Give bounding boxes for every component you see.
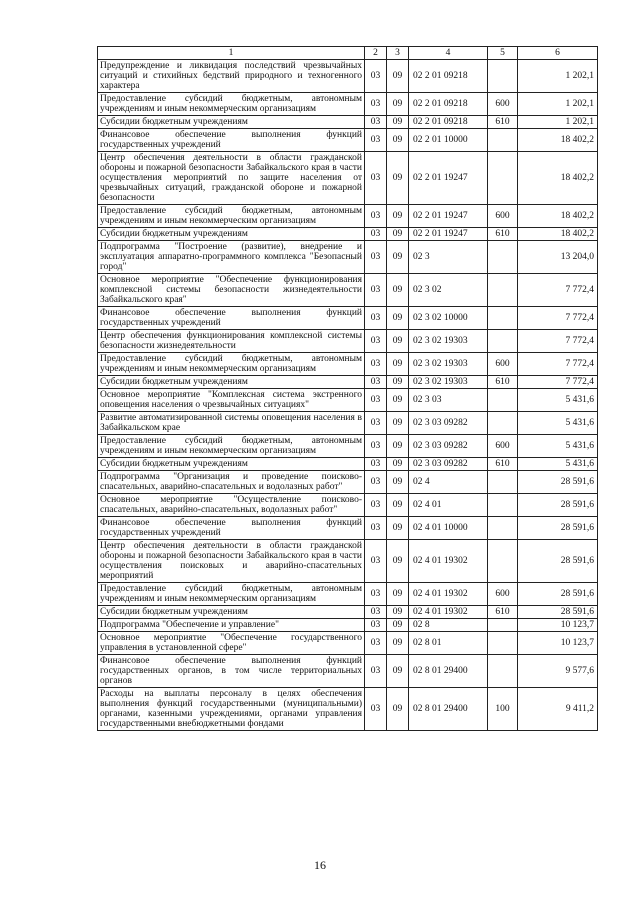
table-row [98, 540, 598, 583]
row-subsection-cell: 09 [387, 655, 409, 688]
row-target-article-cell: 02 3 02 [409, 274, 488, 307]
row-amount-cell: 28 591,6 [518, 606, 598, 619]
header-cell-6: 6 [518, 47, 598, 60]
row-name-cell: Финансовое обеспечение выполнения функций государственных учреждений [98, 307, 365, 330]
row-section-cell: 03 [365, 517, 387, 540]
row-subsection-cell: 09 [387, 389, 409, 412]
row-subsection-cell: 09 [387, 205, 409, 228]
row-amount-cell: 28 591,6 [518, 583, 598, 606]
row-name-cell: Субсидии бюджетным учреждениям [98, 458, 365, 471]
row-target-article-cell: 02 8 01 29400 [409, 688, 488, 731]
table-row [98, 353, 598, 376]
row-subsection-cell: 09 [387, 330, 409, 353]
row-name-cell: Субсидии бюджетным учреждениям [98, 376, 365, 389]
row-subsection-cell: 09 [387, 376, 409, 389]
row-target-article-cell: 02 3 03 09282 [409, 412, 488, 435]
row-subsection-cell: 09 [387, 494, 409, 517]
row-section-cell: 03 [365, 116, 387, 129]
row-target-article-cell: 02 4 01 [409, 494, 488, 517]
row-amount-cell: 18 402,2 [518, 152, 598, 205]
table-header-row [98, 47, 598, 60]
row-section-cell: 03 [365, 606, 387, 619]
row-amount-cell: 1 202,1 [518, 60, 598, 93]
row-subsection-cell: 09 [387, 353, 409, 376]
row-expense-type-cell [488, 274, 518, 307]
row-expense-type-cell: 600 [488, 583, 518, 606]
row-name-cell: Основное мероприятие "Осуществление поисково-спасательных, аварийно-спасательных, водолазных работ" [98, 494, 365, 517]
row-subsection-cell: 09 [387, 435, 409, 458]
row-amount-cell: 1 202,1 [518, 93, 598, 116]
table-row [98, 494, 598, 517]
row-name-cell: Центр обеспечения функционирования комплексной системы безопасности жизнедеятельности [98, 330, 365, 353]
table-row [98, 471, 598, 494]
row-expense-type-cell [488, 517, 518, 540]
row-subsection-cell: 09 [387, 60, 409, 93]
row-target-article-cell: 02 8 [409, 619, 488, 632]
row-section-cell: 03 [365, 307, 387, 330]
row-section-cell: 03 [365, 632, 387, 655]
row-expense-type-cell [488, 60, 518, 93]
row-target-article-cell: 02 8 01 [409, 632, 488, 655]
row-name-cell: Подпрограмма "Организация и проведение поисково-спасательных, аварийно-спасательных и водолазных работ" [98, 471, 365, 494]
row-name-cell: Финансовое обеспечение выполнения функций государственных учреждений [98, 517, 365, 540]
table-row [98, 60, 598, 93]
row-amount-cell: 28 591,6 [518, 494, 598, 517]
header-cell-2: 2 [365, 47, 387, 60]
row-name-cell: Предоставление субсидий бюджетным, автономным учреждениям и иным некоммерческим организациям [98, 435, 365, 458]
table-row [98, 116, 598, 129]
header-cell-1: 1 [98, 47, 365, 60]
row-name-cell: Основное мероприятие "Обеспечение функционирования комплексной системы безопасности жизнедеятельности Забайкальского края" [98, 274, 365, 307]
row-target-article-cell: 02 3 03 [409, 389, 488, 412]
row-amount-cell: 7 772,4 [518, 330, 598, 353]
row-amount-cell: 7 772,4 [518, 376, 598, 389]
row-expense-type-cell: 610 [488, 458, 518, 471]
table-row [98, 376, 598, 389]
row-expense-type-cell [488, 412, 518, 435]
row-target-article-cell: 02 3 02 19303 [409, 330, 488, 353]
row-target-article-cell: 02 3 02 19303 [409, 353, 488, 376]
table-body [98, 47, 598, 731]
row-amount-cell: 13 204,0 [518, 241, 598, 274]
row-section-cell: 03 [365, 353, 387, 376]
table-row [98, 583, 598, 606]
row-target-article-cell: 02 8 01 29400 [409, 655, 488, 688]
row-target-article-cell: 02 3 03 09282 [409, 435, 488, 458]
table-row [98, 228, 598, 241]
table-row [98, 412, 598, 435]
row-subsection-cell: 09 [387, 606, 409, 619]
row-section-cell: 03 [365, 152, 387, 205]
row-name-cell: Предоставление субсидий бюджетным, автономным учреждениям и иным некоммерческим организациям [98, 205, 365, 228]
row-subsection-cell: 09 [387, 152, 409, 205]
row-target-article-cell: 02 2 01 10000 [409, 129, 488, 152]
row-expense-type-cell [488, 152, 518, 205]
table-row [98, 129, 598, 152]
row-amount-cell: 18 402,2 [518, 228, 598, 241]
table-row [98, 435, 598, 458]
row-target-article-cell: 02 3 [409, 241, 488, 274]
row-subsection-cell: 09 [387, 116, 409, 129]
row-target-article-cell: 02 2 01 09218 [409, 93, 488, 116]
row-amount-cell: 18 402,2 [518, 205, 598, 228]
row-target-article-cell: 02 2 01 09218 [409, 60, 488, 93]
row-expense-type-cell: 100 [488, 688, 518, 731]
row-expense-type-cell: 600 [488, 353, 518, 376]
row-section-cell: 03 [365, 228, 387, 241]
row-expense-type-cell [488, 330, 518, 353]
row-amount-cell: 7 772,4 [518, 274, 598, 307]
table-row [98, 619, 598, 632]
row-expense-type-cell [488, 307, 518, 330]
row-section-cell: 03 [365, 330, 387, 353]
table-row [98, 688, 598, 731]
row-amount-cell: 18 402,2 [518, 129, 598, 152]
row-name-cell: Финансовое обеспечение выполнения функций государственных учреждений [98, 129, 365, 152]
row-target-article-cell: 02 2 01 19247 [409, 228, 488, 241]
row-name-cell: Подпрограмма "Обеспечение и управление" [98, 619, 365, 632]
row-amount-cell: 9 411,2 [518, 688, 598, 731]
row-expense-type-cell: 610 [488, 116, 518, 129]
row-expense-type-cell: 610 [488, 228, 518, 241]
header-cell-3: 3 [387, 47, 409, 60]
row-expense-type-cell [488, 129, 518, 152]
row-amount-cell: 28 591,6 [518, 540, 598, 583]
row-section-cell: 03 [365, 655, 387, 688]
row-target-article-cell: 02 4 01 10000 [409, 517, 488, 540]
row-expense-type-cell: 600 [488, 93, 518, 116]
row-subsection-cell: 09 [387, 129, 409, 152]
row-subsection-cell: 09 [387, 619, 409, 632]
row-target-article-cell: 02 2 01 19247 [409, 152, 488, 205]
table-row [98, 389, 598, 412]
row-subsection-cell: 09 [387, 517, 409, 540]
table-row [98, 330, 598, 353]
row-subsection-cell: 09 [387, 583, 409, 606]
row-amount-cell: 10 123,7 [518, 619, 598, 632]
row-name-cell: Субсидии бюджетным учреждениям [98, 228, 365, 241]
row-expense-type-cell: 600 [488, 435, 518, 458]
header-cell-4: 4 [409, 47, 488, 60]
table-row [98, 241, 598, 274]
table-row [98, 632, 598, 655]
row-amount-cell: 9 577,6 [518, 655, 598, 688]
row-subsection-cell: 09 [387, 540, 409, 583]
row-section-cell: 03 [365, 458, 387, 471]
row-target-article-cell: 02 3 02 10000 [409, 307, 488, 330]
table-row [98, 307, 598, 330]
row-subsection-cell: 09 [387, 93, 409, 116]
row-section-cell: 03 [365, 540, 387, 583]
row-section-cell: 03 [365, 93, 387, 116]
row-expense-type-cell: 610 [488, 606, 518, 619]
row-name-cell: Финансовое обеспечение выполнения функций государственных органов, в том числе территориальных органов [98, 655, 365, 688]
row-section-cell: 03 [365, 412, 387, 435]
row-amount-cell: 7 772,4 [518, 353, 598, 376]
row-name-cell: Подпрограмма "Построение (развитие), внедрение и эксплуатация аппаратно-программного комплекса "Безопасный город" [98, 241, 365, 274]
row-expense-type-cell [488, 494, 518, 517]
row-section-cell: 03 [365, 389, 387, 412]
row-section-cell: 03 [365, 583, 387, 606]
row-amount-cell: 5 431,6 [518, 412, 598, 435]
row-name-cell: Субсидии бюджетным учреждениям [98, 606, 365, 619]
row-subsection-cell: 09 [387, 307, 409, 330]
row-subsection-cell: 09 [387, 632, 409, 655]
header-cell-5: 5 [488, 47, 518, 60]
budget-table [97, 46, 598, 731]
row-section-cell: 03 [365, 129, 387, 152]
row-name-cell: Центр обеспечения деятельности в области гражданской обороны и пожарной безопасности Забайкальского края в части осуществления поисковых и аварийно-спасательных мероприятий [98, 540, 365, 583]
row-name-cell: Предоставление субсидий бюджетным, автономным учреждениям и иным некоммерческим организациям [98, 353, 365, 376]
table-row [98, 606, 598, 619]
row-expense-type-cell [488, 632, 518, 655]
row-target-article-cell: 02 4 01 19302 [409, 606, 488, 619]
row-section-cell: 03 [365, 274, 387, 307]
row-name-cell: Субсидии бюджетным учреждениям [98, 116, 365, 129]
row-name-cell: Предоставление субсидий бюджетным, автономным учреждениям и иным некоммерческим организациям [98, 583, 365, 606]
row-subsection-cell: 09 [387, 241, 409, 274]
row-amount-cell: 5 431,6 [518, 389, 598, 412]
table-row [98, 517, 598, 540]
row-expense-type-cell: 610 [488, 376, 518, 389]
row-target-article-cell: 02 4 01 19302 [409, 583, 488, 606]
row-target-article-cell: 02 2 01 09218 [409, 116, 488, 129]
row-name-cell: Основное мероприятие "Обеспечение государственного управления в установленной сфере" [98, 632, 365, 655]
row-expense-type-cell [488, 471, 518, 494]
row-subsection-cell: 09 [387, 688, 409, 731]
row-subsection-cell: 09 [387, 458, 409, 471]
table-row [98, 458, 598, 471]
row-section-cell: 03 [365, 60, 387, 93]
row-amount-cell: 10 123,7 [518, 632, 598, 655]
row-amount-cell: 7 772,4 [518, 307, 598, 330]
row-subsection-cell: 09 [387, 274, 409, 307]
row-amount-cell: 28 591,6 [518, 517, 598, 540]
row-section-cell: 03 [365, 619, 387, 632]
page-number: 16 [314, 858, 326, 872]
row-section-cell: 03 [365, 471, 387, 494]
table-row [98, 93, 598, 116]
row-target-article-cell: 02 3 03 09282 [409, 458, 488, 471]
row-name-cell: Предоставление субсидий бюджетным, автономным учреждениям и иным некоммерческим организациям [98, 93, 365, 116]
row-expense-type-cell [488, 241, 518, 274]
row-section-cell: 03 [365, 376, 387, 389]
table-row [98, 274, 598, 307]
row-section-cell: 03 [365, 205, 387, 228]
row-subsection-cell: 09 [387, 228, 409, 241]
row-amount-cell: 5 431,6 [518, 458, 598, 471]
row-target-article-cell: 02 4 01 19302 [409, 540, 488, 583]
row-amount-cell: 28 591,6 [518, 471, 598, 494]
table-row [98, 655, 598, 688]
row-name-cell: Предупреждение и ликвидация последствий чрезвычайных ситуаций и стихийных бедствий природного и техногенного характера [98, 60, 365, 93]
row-amount-cell: 5 431,6 [518, 435, 598, 458]
row-section-cell: 03 [365, 435, 387, 458]
row-expense-type-cell [488, 540, 518, 583]
row-subsection-cell: 09 [387, 471, 409, 494]
row-section-cell: 03 [365, 688, 387, 731]
row-section-cell: 03 [365, 494, 387, 517]
row-section-cell: 03 [365, 241, 387, 274]
row-name-cell: Развитие автоматизированной системы оповещения населения в Забайкальском крае [98, 412, 365, 435]
row-expense-type-cell [488, 619, 518, 632]
table-row [98, 152, 598, 205]
row-expense-type-cell: 600 [488, 205, 518, 228]
row-subsection-cell: 09 [387, 412, 409, 435]
table-row [98, 205, 598, 228]
row-target-article-cell: 02 2 01 19247 [409, 205, 488, 228]
row-expense-type-cell [488, 389, 518, 412]
row-amount-cell: 1 202,1 [518, 116, 598, 129]
row-name-cell: Расходы на выплаты персоналу в целях обеспечения выполнения функций государственными (муниципальными) органами, казенными учреждениями, органами управления государственными внебюджетными фондами [98, 688, 365, 731]
row-target-article-cell: 02 3 02 19303 [409, 376, 488, 389]
row-target-article-cell: 02 4 [409, 471, 488, 494]
row-name-cell: Основное мероприятие "Комплексная система экстренного оповещения населения о чрезвычайных ситуациях" [98, 389, 365, 412]
row-expense-type-cell [488, 655, 518, 688]
row-name-cell: Центр обеспечения деятельности в области гражданской обороны и пожарной безопасности Забайкальского края в части осуществления мероприятий по защите населения от чрезвычайных ситуаций, гражданской обороне и пожарной безопасности [98, 152, 365, 205]
